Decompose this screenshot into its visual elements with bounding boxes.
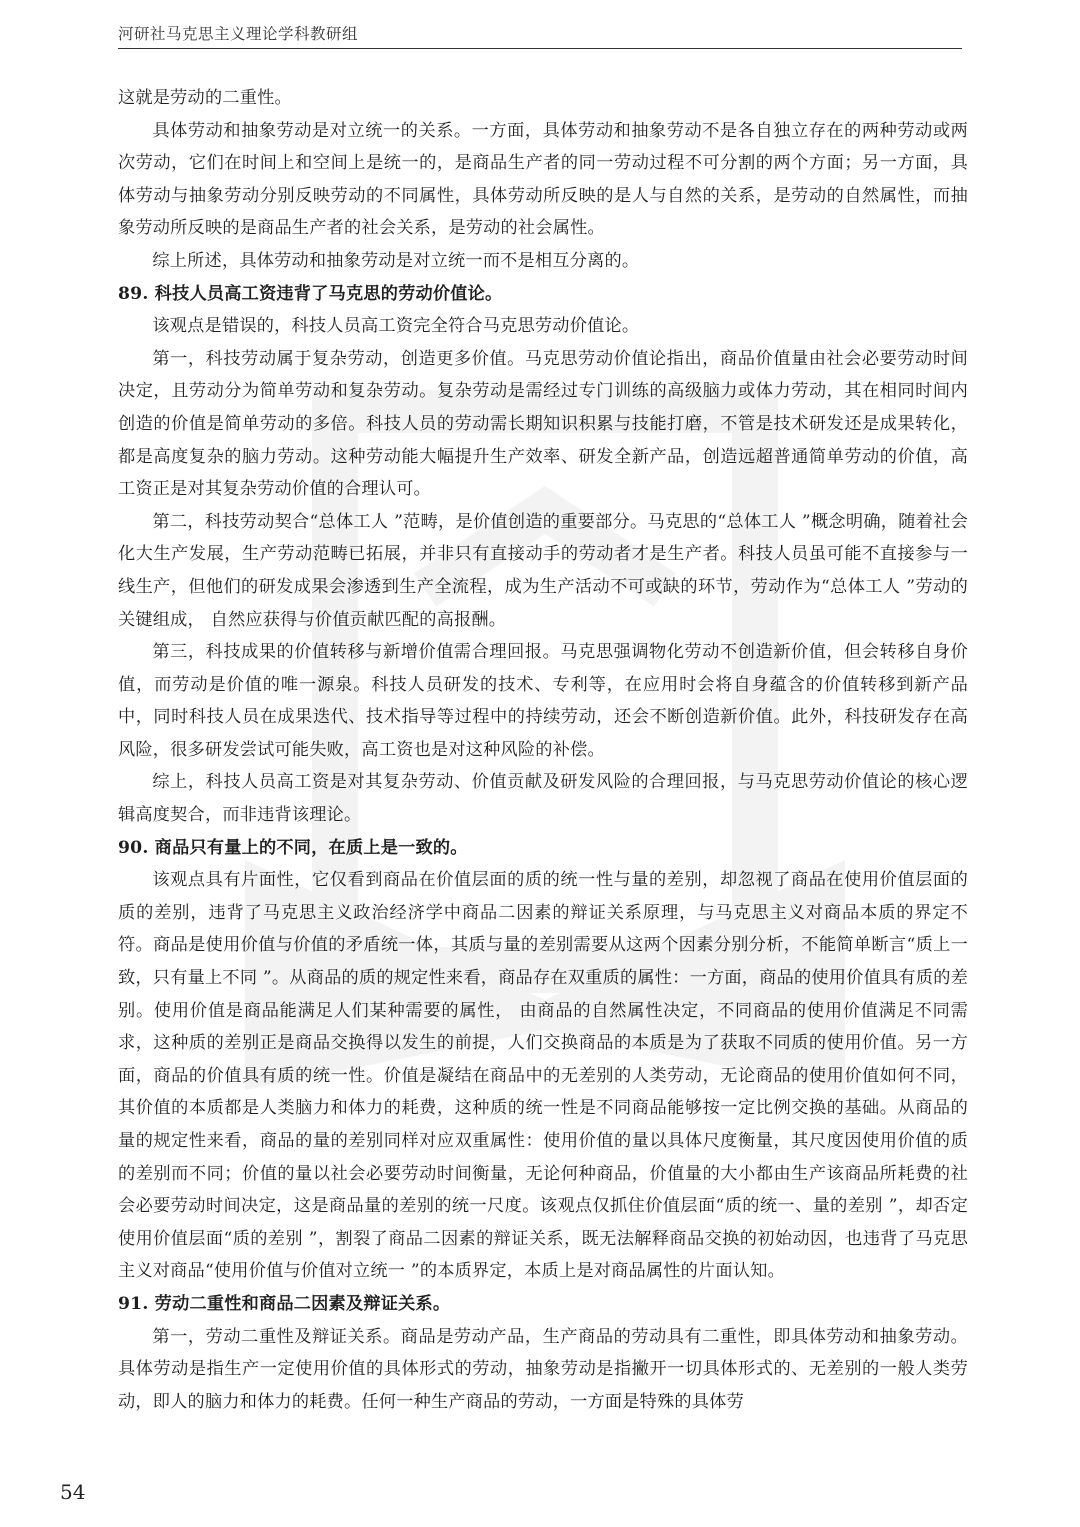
question-heading: 90. 商品只有量上的不同，在质上是一致的。: [118, 837, 468, 858]
page-header: [118, 22, 962, 49]
body-paragraph: 该观点具有片面性，它仅看到商品在价值层面的质的统一性与量的差别，却忽视了商品在使用价值层面的质的差别，违背了马克思主义政治经济学中商品二因素的辩证关系原理，与马克思主义对商品本质的界定不符。商品是使用价值与价值的矛盾统一体，其质与量的差别需要从这两个因素分别分析，不能简单断言“质上一致，只有量上不同 ”。从商品的质的规定性来看，商品存在双重质的属性：一方面，商品的使用价值具有质的差别。使用价值是商品能满足人们某种需要的属性， 由商品的自然属性决定，不同商品的使用价值满足不同需求，这种质的差别正是商品交换得以发生的前提，人们交换商品的本质是为了获取不同质的使用价值。另一方面，商品的价值具有质的统一性。价值是凝结在商品中的无差别的人类劳动，无论商品的使用价值如何不同，其价值的本质都是人类脑力和体力的耗费，这种质的统一性是不同商品能够按一定比例交换的基础。从商品的量的规定性来看，商品的量的差别同样对应双重属性：使用价值的量以具体尺度衡量，其尺度因使用价值的质的差别而不同；价值的量以社会必要劳动时间衡量，无论何种商品，价值量的大小都由生产该商品所耗费的社会必要劳动时间决定，这是商品量的差别的统一尺度。该观点仅抓住价值层面“质的统一、量的差别 ”，却否定使用价值层面“质的差别 ”，割裂了商品二因素的辩证关系，既无法解释商品交换的初始动因，也违背了马克思主义对商品“使用价值与价值对立统一 ”的本质界定，本质上是对商品属性的片面认知。: [118, 870, 968, 1282]
body-paragraph: 该观点是错误的，科技人员高工资完全符合马克思劳动价值论。: [152, 316, 640, 337]
body-paragraph: 具体劳动和抽象劳动是对立统一的关系。一方面，具体劳动和抽象劳动不是各自独立存在的两种劳动或两次劳动，它们在时间上和空间上是统一的，是商品生产者的同一劳动过程不可分割的两个方面；另一方面，具体劳动与抽象劳动分别反映劳动的不同属性，具体劳动所反映的是人与自然的关系，是劳动的自然属性，而抽象劳动所反映的是商品生产者的社会关系，是劳动的社会属性。: [118, 120, 968, 239]
body-paragraph: 第二，科技劳动契合“总体工人 ”范畴，是价值创造的重要部分。马克思的“总体工人 ”概念明确，随着社会化大生产发展，生产劳动范畴已拓展，并非只有直接动手的劳动者才是生产者。科技人员虽可能不直接参与一线生产，但他们的研发成果会渗透到生产全流程，成为生产活动不可或缺的环节，劳动作为“总体工人 ”劳动的关键组成， 自然应获得与价值贡献匹配的高报酬。: [118, 511, 968, 630]
body-paragraph: 第一，科技劳动属于复杂劳动，创造更多价值。马克思劳动价值论指出，商品价值量由社会必要劳动时间决定，且劳动分为简单劳动和复杂劳动。复杂劳动是需经过专门训练的高级脑力或体力劳动，其在相同时间内创造的价值是简单劳动的多倍。科技人员的劳动需长期知识积累与技能打磨，不管是技术研发还是成果转化，都是高度复杂的脑力劳动。这种劳动能大幅提升生产效率、研发全新产品，创造远超普通简单劳动的价值，高工资正是对其复杂劳动价值的合理认可。: [118, 348, 968, 500]
body-paragraph: 这就是劳动的二重性。: [118, 88, 292, 108]
question-heading: 91. 劳动二重性和商品二因素及辩证关系。: [118, 1293, 451, 1314]
body-paragraph: 第一，劳动二重性及辩证关系。商品是劳动产品，生产商品的劳动具有二重性，即具体劳动和抽象劳动。具体劳动是指生产一定使用价值的具体形式的劳动，抽象劳动是指撇开一切具体形式的、无差别的一般人类劳动，即人的脑力和体力的耗费。任何一种生产商品的劳动，一方面是特殊的具体劳: [118, 1326, 968, 1412]
page-number: 54: [60, 1480, 86, 1504]
body-paragraph: 第三，科技成果的价值转移与新增价值需合理回报。马克思强调物化劳动不创造新价值，但会转移自身价值，而劳动是价值的唯一源泉。科技人员研发的技术、专利等，在应用时会将自身蕴含的价值转移到新产品中，同时科技人员在成果迭代、技术指导等过程中的持续劳动，还会不断创造新价值。此外，科技研发存在高风险，很多研发尝试可能失败，高工资也是对这种风险的补偿。: [118, 642, 968, 760]
body-paragraph: 综上，科技人员高工资是对其复杂劳动、价值贡献及研发风险的合理回报，与马克思劳动价值论的核心逻辑高度契合，而非违背该理论。: [118, 772, 968, 826]
question-heading: 89. 科技人员高工资违背了马克思的劳动价值论。: [118, 283, 503, 304]
header-title: 河研社马克思主义理论学科教研组: [118, 25, 359, 43]
body-paragraph: 综上所述，具体劳动和抽象劳动是对立统一而不是相互分离的。: [152, 250, 640, 271]
main-content: [118, 82, 968, 1418]
